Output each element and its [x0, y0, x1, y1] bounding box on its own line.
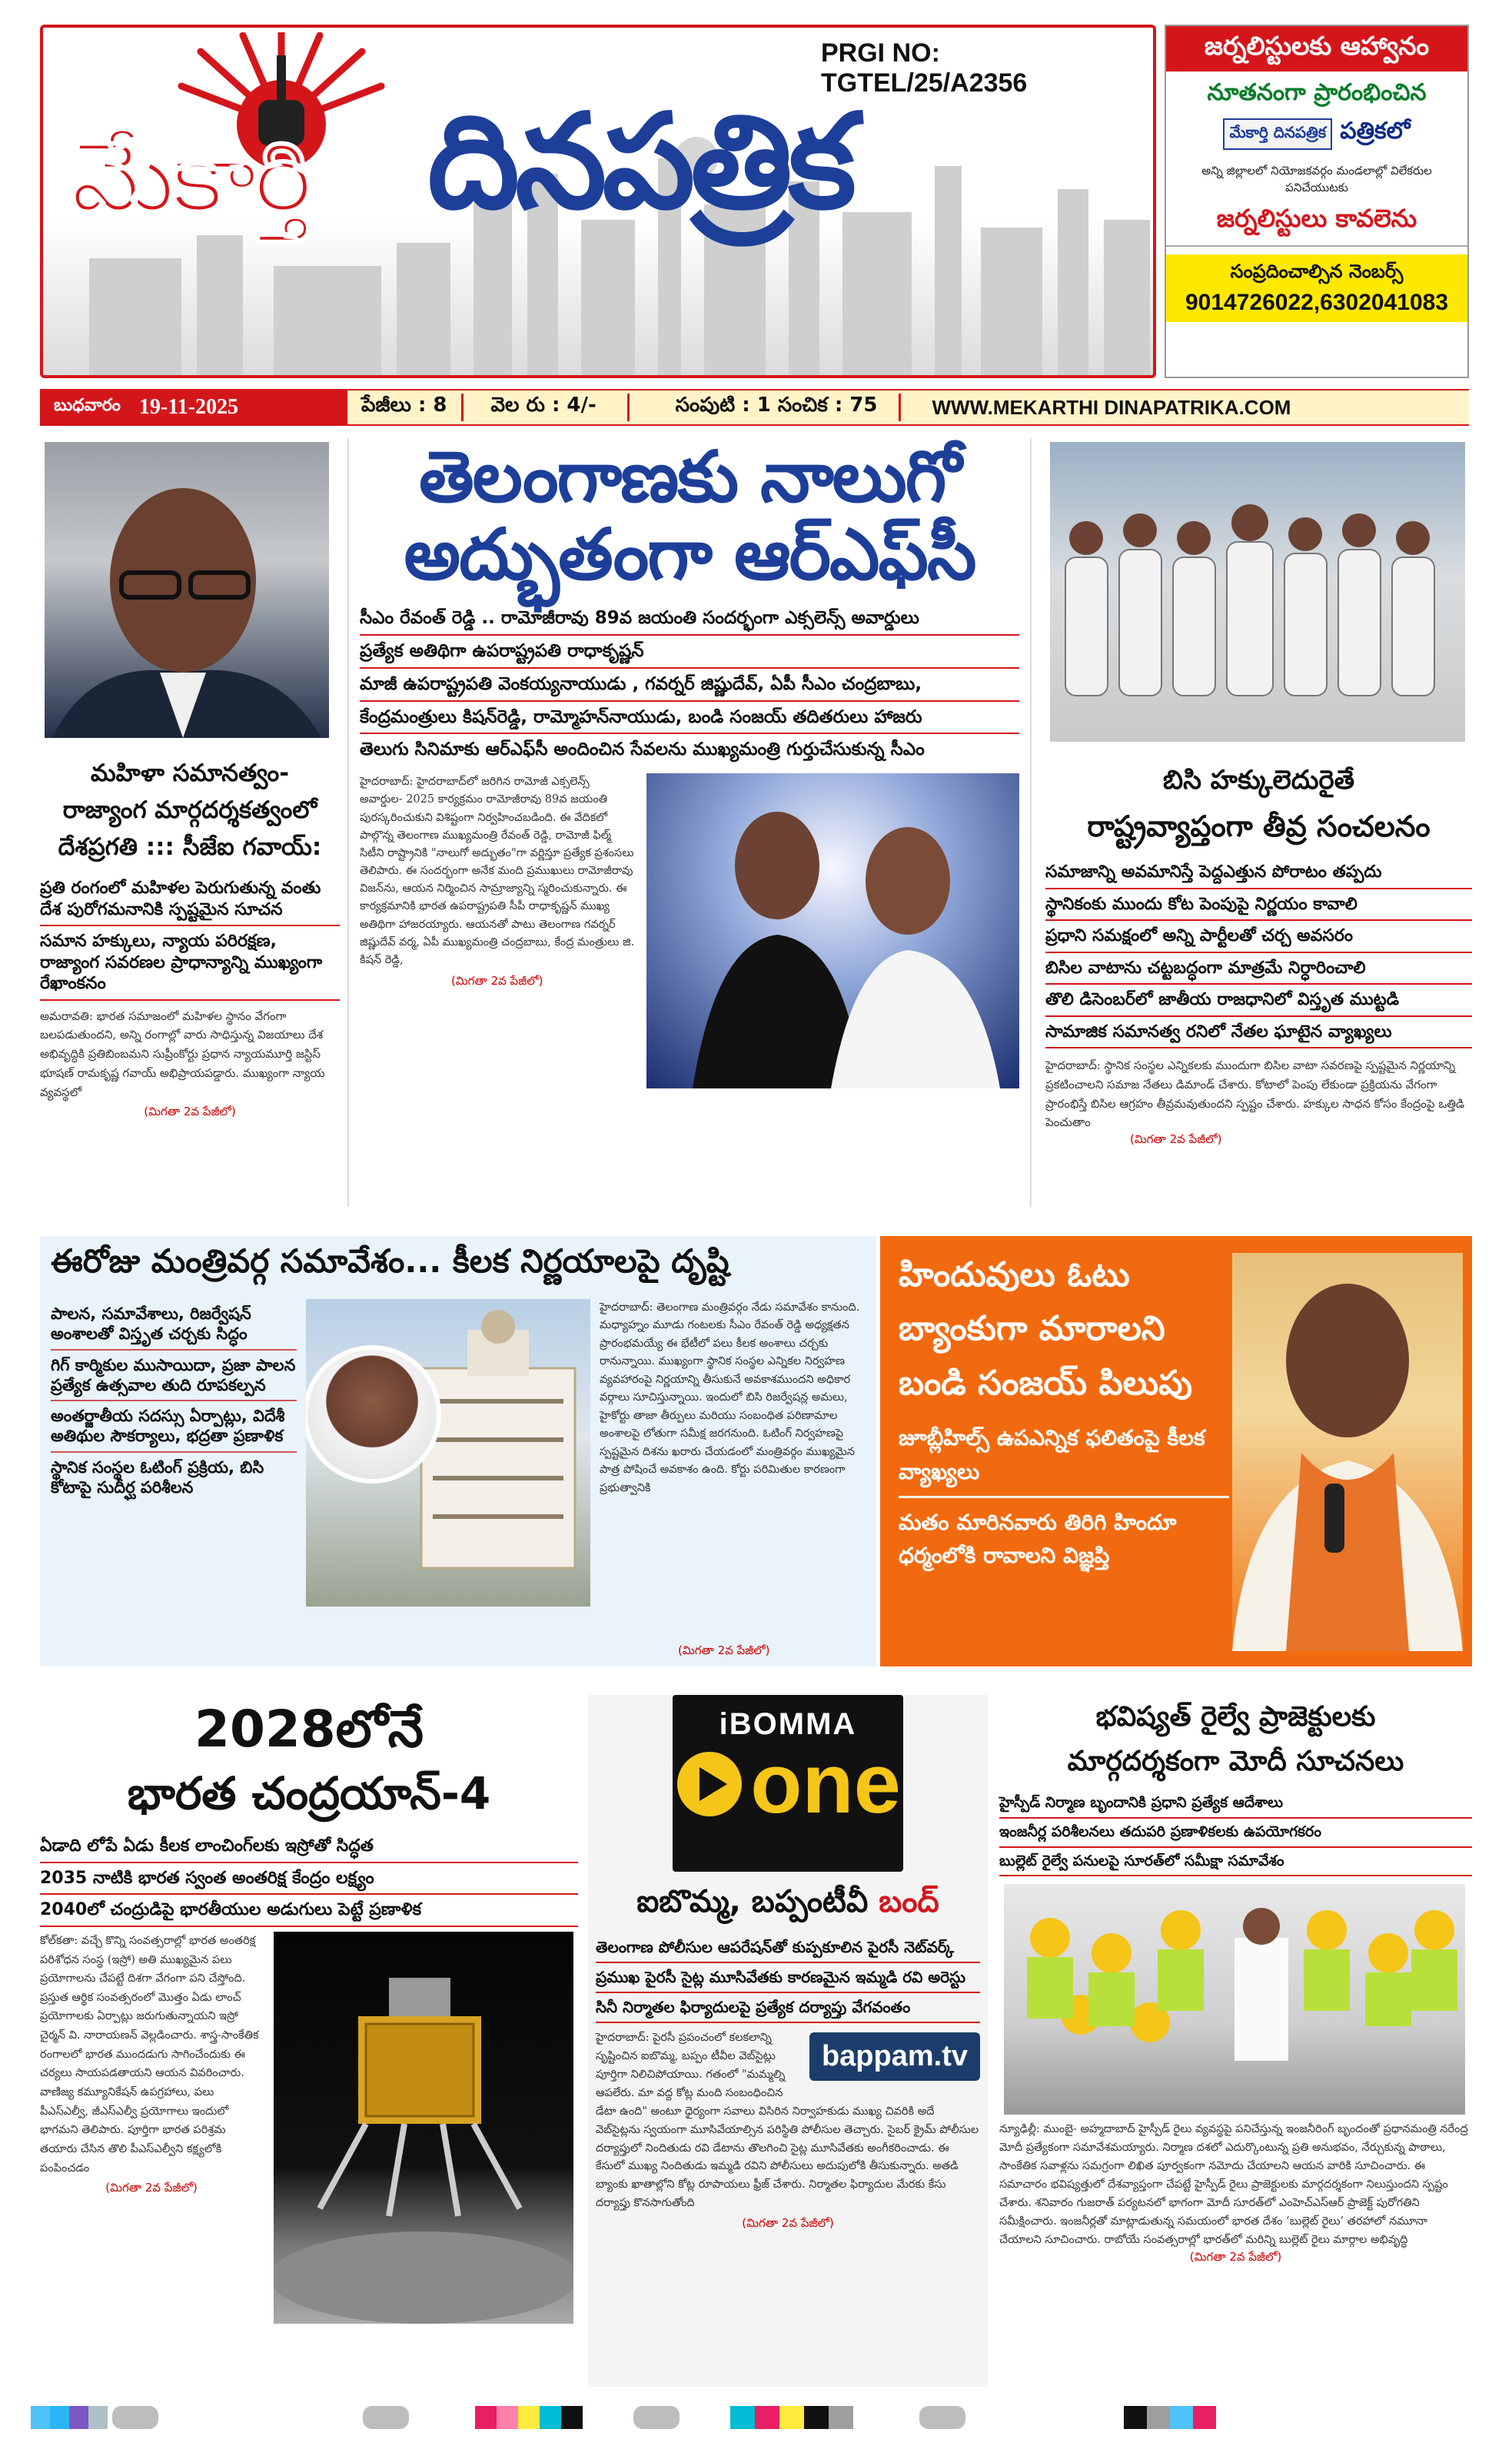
rally-photo — [1050, 442, 1465, 742]
lead-sub-5: తెలుగు సినిమాకు ఆర్ఎఫ్‌సీ అందించిన సేవలను ముఖ్యమంత్రి గుర్తుచేసుకున్న సీఎం — [360, 739, 925, 760]
left-story — [40, 442, 340, 1203]
cabinet-headline: ఈరోజు మంత్రివర్గ సమావేశం... కీలక నిర్ణయాలపై దృష్టి — [51, 1242, 729, 1280]
lead-sub-2: ప్రత్యేక అతిథిగా ఉపరాష్ట్రపతి రాధాకృష్ణన్ — [360, 636, 1019, 669]
railway-point-3: బుల్లెట్ రైల్వే పనులపై సూరత్‌లో సమీక్షా సమావేశం — [999, 1848, 1472, 1877]
reg-mark — [1124, 2406, 1216, 2429]
isro-point-3: 2040లో చంద్రుడిపై భారతీయుల అడుగులు పెట్టే ప్రణాళిక — [40, 1895, 578, 1927]
portrait-illustration — [45, 442, 329, 738]
color-registration-strip — [31, 2406, 1484, 2429]
isro-headline-line-1: 2028లోనే — [194, 1700, 424, 1759]
railway-story-continued: (మిగతా 2వ పేజీలో) — [1189, 2249, 1282, 2264]
right-headline-line-1: బిసి హక్కులెదురైతే — [1162, 765, 1355, 796]
left-story-point-1: ప్రతి రంగంలో మహిళల పెరుగుతున్న వంతు దేశ పురోగమనానికి స్పష్టమైన సూచన — [40, 873, 340, 926]
isro-point-2: 2035 నాటికి భారత స్వంత అంతరిక్ష కేంద్రం లక్ష్యం — [40, 1863, 578, 1896]
lunar-lander-photo — [274, 1932, 573, 2324]
right-point-1: సమాజాన్ని అవమానిస్తే పెద్దఎత్తున పోరాటం తప్పదు — [1045, 857, 1472, 889]
cm-inset-photo — [306, 1345, 441, 1484]
prgi-number: PRGI NO: TGTEL/25/A2356 — [821, 38, 1028, 98]
lead-sub-1: సీఎం రేవంత్ రెడ్డి .. రామోజీరావు 89వ జయంతి సందర్భంగా ఎక్సలెన్స్ అవార్డులు — [360, 603, 1019, 636]
ibomma-story — [588, 1695, 988, 2387]
ibomma-logo-label: iBOMMA — [719, 1707, 857, 1741]
bandi-headline-line-3: బండి సంజయ్ పిలుపు — [899, 1363, 1193, 1403]
cabinet-point-2: గిగ్ కార్మికుల ముసాయిదా, ప్రజా పాలన ప్రత్యేక ఉత్సవాల తుది రూపకల్పన — [51, 1351, 297, 1402]
logo-mekarthi: మేకార్తి — [71, 120, 310, 234]
left-story-point-2: సమాన హక్కులు, న్యాయ పరిరక్షణ, రాజ్యాంగ సవరణల ప్రాధాన్యాన్ని ముఖ్యంగా రేఖాంకనం — [40, 926, 340, 1001]
ibomma-story-body: హైదరాబాద్: పైరసీ ప్రపంచంలో కలకలాన్ని సృష్టించిన ఐబొమ్మ, బప్పం టీవీల వెబ్‌సైట్లు పూర్తిగా నిలిచిపోయాయి. గతంలో "మమ్మల్ని ఆపలేరు. మా వద్ద కోట్ల మంది సంబంధించిన డేటా ఉంది" అంటూ ధైర్యంగా సవాలు విసిరిన నిర్వాహకుడు ముఖ్య చివరికి అదే వెబ్‌సైట్లను స్వయంగా మూసివేయాల్సిన పరిస్థితి పోలీసుల తెచ్చారు. సైబర్ క్రైమ్ పోలీసుల దర్యాప్తులో నిందితుడు రవి డేటాను తొలగించి సైట్ల మూసివేతకు అంగీకరించాడు. ఈ కేసులో ముఖ్య నిందితుడు ఇమ్మడి రవిని పోలీసులు అదుపులోకి తీసుకున్నారు. అతడి బ్యాంకు ఖాతాల్లోని కోట్ల రూపాయలు ఫ్రీజ్ చేశారు. నిర్మాతల ఫిర్యాదుల మేరకు కేసు దర్యాప్తు కొనసాగుతోంది — [596, 2032, 979, 2210]
bandi-point-2: మతం మారినవారు తిరిగి హిందూ ధర్మంలోకి రావాలని విజ్ఞప్తి — [899, 1509, 1177, 1569]
right-point-3: ప్రధాని సమక్షంలో అన్ని పార్టీలతో చర్చ అవసరం — [1045, 921, 1472, 953]
right-point-6: సామాజిక సమానత్వ రనిలో నేతల ఘాటైన వ్యాఖ్యలు — [1045, 1017, 1472, 1049]
ibomma-sub-2: ప్రముఖ పైరసీ సైట్ల మూసివేతకు కారణమైన ఇమ్మడి రవి అరెస్టు — [596, 1963, 980, 1993]
cabinet-point-3: అంతర్జాతీయ సదస్సు ఏర్పాట్లు, విదేశీ అతిథుల సౌకర్యాలు, భద్రతా ప్రణాళిక — [51, 1401, 297, 1453]
journalist-ad-box — [1165, 25, 1469, 378]
cji-photo — [45, 442, 329, 738]
ibomma-logo — [673, 1695, 903, 1872]
right-point-4: బిసిల వాటాను చట్టబద్ధంగా మాత్రమే నిర్ధారించాలి — [1045, 953, 1472, 985]
bandi-point-1: జూబ్లీహిల్స్ ఉపఎన్నిక ఫలితంపై కీలక వ్యాఖ్యలు — [899, 1411, 1229, 1498]
ad-brand-logo: మేకార్తి దినపత్రిక — [1223, 118, 1332, 150]
logo-dinapatrika: దినపత్రిక — [427, 86, 852, 238]
cabinet-point-4: స్థానిక సంస్థల ఓటింగ్ ప్రక్రియ, బిసి కోటాపై సుదీర్ఘ పరిశీలన — [51, 1457, 264, 1497]
engineers-photo — [1004, 1884, 1465, 2115]
right-point-5: తొలి డిసెంబర్‌లో జాతీయ రాజధానిలో విస్తృత ముట్టడి — [1045, 985, 1472, 1017]
dateline-website[interactable]: WWW.MEKARTHI DINAPATRIKA.COM — [932, 395, 1291, 419]
play-icon — [675, 1746, 744, 1823]
right-story-body: హైదరాబాద్: స్థానిక సంస్థల ఎన్నికలకు ముందుగా బిసిల వాటా సవరణపై స్పష్టమైన నిర్ణయాన్ని ప్రకటించాలని సమాజ నేతలు డిమాండ్ చేశారు. కోటాలో పెంపు లేకుండా ప్రక్రియను వేగంగా ప్రారంభిస్తే బిసిల ఆగ్రహం తీవ్రమవుతుందని స్పష్టం చేశారు. హక్కుల సాధన కోసం కేంద్రంపై ఒత్తిడి పెంచుతాం — [1045, 1058, 1465, 1130]
dateline-pages: పేజీలు : 8 — [347, 394, 464, 421]
dateline-date: 19-11-2025 — [138, 395, 239, 419]
ad-contact-box — [1166, 254, 1467, 322]
ibomma-sub-1: తెలంగాణ పోలీసుల ఆపరేషన్‌తో కుప్పకూలిన పైరసీ నెట్‌వర్క్ — [596, 1933, 980, 1963]
railway-headline-line-1: భవిష్యత్ రైల్వే ప్రాజెక్టులకు — [1095, 1701, 1376, 1733]
ibomma-sub-3: సినీ నిర్మాతల ఫిర్యాదులపై ప్రత్యేక దర్యాప్తు వేగవంతం — [596, 1993, 980, 2023]
masthead — [40, 25, 1156, 378]
bappam-logo: bappam.tv — [809, 2032, 980, 2081]
awards-photo — [646, 773, 1019, 1088]
railway-point-2: ఇంజనీర్ల పరిశీలనలు తదుపరి ప్రణాళికలకు ఉపయోగకరం — [999, 1819, 1472, 1848]
isro-story-continued: (మిగతా 2వ పేజీలో) — [105, 2181, 198, 2195]
reg-mark — [112, 2406, 158, 2429]
ibomma-headline: ఐబొమ్మ, బప్పంటీవీ — [636, 1884, 869, 1919]
reg-mark — [475, 2406, 583, 2429]
bandi-headline-line-1: హిందువులు ఓటు — [899, 1255, 1130, 1294]
railway-story-body: న్యూఢిల్లీ: ముంబై- అహ్మదాబాద్ హైస్పీడ్ రైలు వ్యవస్థపై పనిచేస్తున్న ఇంజనీరింగ్ బృందంతో ప్రధానమంత్రి నరేంద్ర మోదీ ప్రత్యేకంగా సమావేశమయ్యారు. నిర్మాణ దశలో ఎదుర్కొంటున్న ప్రతి అనుభవం, నేర్చుకున్న పాఠాలు, సాంకేతిక సవాళ్లను సమగ్రంగా లిఖిత పూర్వకంగా నమోదు చేయాలని ఆయన వారికి సూచించారు. ఈ సమాచారం భవిష్యత్తులో దేశవ్యాప్తంగా చేపట్టే హైస్పీడ్ రైలు ప్రాజెక్టులకు మార్గదర్శకంగా నిలుస్తుందని స్పష్టం చేశారు. శనివారం గుజరాత్ పర్యటనలో భాగంగా మోదీ సూరత్‌లో ఎంహెచ్ఎస్ఆర్ ప్రాజెక్ట్ పురోగతిని సమీక్షించారు. ఇంజనీర్లతో మాట్లాడుతున్న సమయంలో భారత దేశం ‘బుల్లెట్ రైలు’ తరహాలో నమూనా చేయాలని సూచించారు. రాబోయే సంవత్సరాల్లో భారత్‌లో మరిన్ని బుల్లెట్ రైలు మార్గాల అభివృద్ధి — [999, 2123, 1468, 2246]
lead-headline-line-2: అద్భుతంగా ఆర్ఎఫ్‌సీ — [404, 513, 975, 596]
lead-story-continued: (మిగతా 2వ పేజీలో) — [450, 974, 543, 989]
right-point-2: స్థానికంకు ముందు కోట పెంపుపై నిర్ణయం కావాలి — [1045, 889, 1472, 922]
reg-mark — [31, 2406, 108, 2429]
ad-contact-label: సంప్రదించాల్సిన నెంబర్స్ — [1230, 261, 1404, 282]
dateline-bar — [40, 389, 1469, 426]
right-story-continued: (మిగతా 2వ పేజీలో) — [1130, 1132, 1222, 1146]
ad-line-new: నూతనంగా ప్రారంభించిన — [1207, 79, 1427, 106]
bandi-photo — [1232, 1253, 1463, 1651]
isro-story — [40, 1695, 578, 2387]
reg-mark — [363, 2406, 409, 2429]
dateline-volume: సంపుటి : 1 సంచిక : 75 — [630, 394, 902, 421]
ibomma-logo-text: one — [750, 1736, 901, 1831]
isro-headline-line-2: భారత చంద్రయాన్-4 — [127, 1767, 491, 1820]
ibomma-headline-red: బంద్ — [879, 1884, 939, 1919]
right-story — [1045, 442, 1472, 1203]
cabinet-story — [40, 1236, 876, 1666]
lead-headline-line-1: తెలంగాణకు నాలుగో — [419, 436, 960, 518]
reg-mark — [919, 2406, 965, 2429]
ibomma-story-continued: (మిగతా 2వ పేజీలో) — [742, 2216, 834, 2231]
right-headline-line-2: రాష్ట్రవ్యాప్తంగా తీవ్ర సంచలనం — [1087, 809, 1431, 843]
ad-phone-numbers: 9014726022,6302041083 — [1185, 290, 1449, 315]
reg-mark — [730, 2406, 853, 2429]
dateline-day: బుధవారం — [54, 396, 121, 415]
ad-line-districts: అన్ని జిల్లాలలో నియోజకవర్గం మండలాల్లో విలేకరుల పనిచేయుటకు — [1201, 164, 1432, 194]
dateline-price: వెల రు : 4/- — [464, 394, 630, 421]
lead-story-body: హైదరాబాద్: హైదరాబాద్‌లో జరిగిన రామోజీ ఎక్సలెన్స్ అవార్డుల- 2025 కార్యక్రమం రామోజీరావు 89వ జయంతి పురస్కరించుకుని విశిష్టంగా నిర్వహించబడింది. ఈ వేదికలో పాల్గొన్న తెలంగాణ ముఖ్యమంత్రి రేవంత్ రెడ్డి, రామోజీ ఫిల్మ్ సిటీని రాష్ట్రానికి "నాలుగో అద్భుతం"గా వర్ణిస్తూ ప్రత్యేక ప్రశంసలు తెలిపారు. ఈ సందర్భంగా అనేక మంది ప్రముఖులు రామోజీరావు విజన్‌ను, ఆయన నిర్మించిన సామ్రాజ్యాన్ని స్మరించుకున్నారు. ఈ కార్యక్రమానికి భారత ఉపరాష్ట్రపతి సీపీ రాధాకృష్ణన్ ముఖ్య అతిథిగా హాజరయ్యారు. ఆయనతో పాటు తెలంగాణ గవర్నర్ జిష్ణుదేవ్ వర్మ, ఏపీ ముఖ్యమంత్రి చంద్రబాబు, కేంద్ర మంత్రులు జి. కిషన్ రెడ్డి, — [360, 776, 635, 966]
secretariat-photo — [306, 1299, 590, 1607]
left-story-continued: (మిగతా 2వ పేజీలో) — [144, 1105, 236, 1119]
ad-title: జర్నలిస్టులకు ఆహ్వానం — [1166, 26, 1467, 71]
railway-point-1: హైస్పీడ్ నిర్మాణ బృందానికి ప్రధాని ప్రత్యేక ఆదేశాలు — [999, 1789, 1472, 1819]
isro-point-1: ఏడాది లోపే ఏడు కీలక లాంచింగ్‌లకు ఇస్రో‌తో సిద్ధత — [40, 1831, 578, 1863]
reg-mark — [633, 2406, 680, 2429]
railway-headline-line-2: మార్గదర్శకంగా మోదీ సూచనలు — [1067, 1745, 1404, 1777]
bandi-story — [880, 1236, 1472, 1666]
isro-story-body: కోల్‌కతా: వచ్చే కొన్ని సంవత్సరాల్లో భారత అంతరిక్ష పరిశోధన సంస్థ (ఇస్రో) అతి ముఖ్యమైన పలు ప్రయోగాలను చేపట్టే దిశగా వేగంగా పని చేస్తోంది. ప్రస్తుత ఆర్థిక సంవత్సరంలో మొత్తం ఏడు లాంచ్ ప్రయోగాలకు ఏర్పాట్లు జరుగుతున్నాయని ఇస్రో చైర్మన్ వి. నారాయణన్ వెల్లడించారు. శాస్త్ర-సాంకేతిక రంగాలలో భారత ముందడుగు సాగించేందుకు ఈ చర్యలు సాయపడతాయని ఆయన వివరించారు. వాణిజ్య కమ్యూనికేషన్ ఉపగ్రహాలు, పలు పీఎస్‌ఎల్వీ, జీఎస్‌ఎల్వీ ప్రయోగాలు ఇందులో భాగమని తెలిపారు. పూర్తిగా భారత పరిశ్రమ తయారు చేసిన తొలి పీఎస్‌ఎల్వీని కక్ష్యలోకి పంపించడం — [40, 1934, 259, 2175]
cabinet-story-body: హైదరాబాద్: తెలంగాణ మంత్రివర్గం నేడు సమావేశం కానుంది. మధ్యాహ్నం మూడు గంటలకు సీఎం రేవంత్ రెడ్డి అధ్యక్షతన ప్రారంభమయ్యే ఈ భేటీలో పలు కీలక అంశాలు చర్చకు రానున్నాయి. ముఖ్యంగా స్థానిక సంస్థల ఎన్నికల నిర్వహణ వ్యవహారంపై నిర్ణయాన్ని తీసుకునే అవకాశముందని అధికార వర్గాలు సూచిస్తున్నాయి. ఇందులో బిసి రిజర్వేషన్ల అమలు, హైకోర్టు తాజా తీర్పులు మరియు సంబంధిత పరిణామాల అంశాలపై లోతుగా సమీక్ష జరగనుంది. ఓటింగ్ నిర్వహణపై స్పష్టమైన దిశను ఖరారు చేయడంలో మంత్రివర్గం ముఖ్యమైన పాత్ర పోషించే అవకాశం ఉంది. కోర్టు పరిమితుల కారణంగా ప్రభుత్వానికి — [600, 1301, 860, 1494]
lead-story — [347, 438, 1032, 1207]
ad-line-patrikalo: పత్రికలో — [1340, 118, 1411, 145]
cabinet-point-1: పాలన, సమావేశాలు, రిజర్వేషన్ అంశాలతో విస్తృత చర్చకు సిద్ధం — [51, 1299, 297, 1351]
left-story-body: అమరావతి: భారత సమాజంలో మహిళల స్థానం వేగంగా బలపడుతుందని, అన్ని రంగాల్లో వారు సాధిస్తున్న విజయాలు దేశ అభివృద్ధికి ప్రతిబింబమని సుప్రీంకోర్టు ప్రధాన న్యాయమూర్తి జస్టిస్ భూషణ్ రామకృష్ణ గవాయ్ అభిప్రాయపడ్డారు. ముఖ్యంగా న్యాయ వ్యవస్థలో — [40, 1008, 325, 1099]
lead-sub-4: కేంద్రమంత్రులు కిషన్‌రెడ్డి, రామ్మోహన్‌నాయుడు, బండి సంజయ్ తదితరులు హాజరు — [360, 702, 1019, 735]
cabinet-story-continued: (మిగతా 2వ పేజీలో) — [678, 1643, 770, 1657]
left-story-headline: మహిళా సమానత్వం- రాజ్యాంగ మార్గదర్శకత్వంలో దేశప్రగతి ::: సీజేఐ గవాయ్: — [58, 759, 322, 862]
ad-line-wanted: జర్నలిస్టులు కావలెను — [1166, 201, 1467, 247]
bandi-headline-line-2: బ్యాంకుగా మారాలని — [899, 1309, 1165, 1349]
railway-story — [999, 1695, 1472, 2387]
lead-sub-3: మాజీ ఉపరాష్ట్రపతి వెంకయ్యనాయుడు , గవర్నర్ జిష్ణుదేవ్, ఏపీ సీఎం చంద్రబాబు, — [360, 669, 1019, 702]
